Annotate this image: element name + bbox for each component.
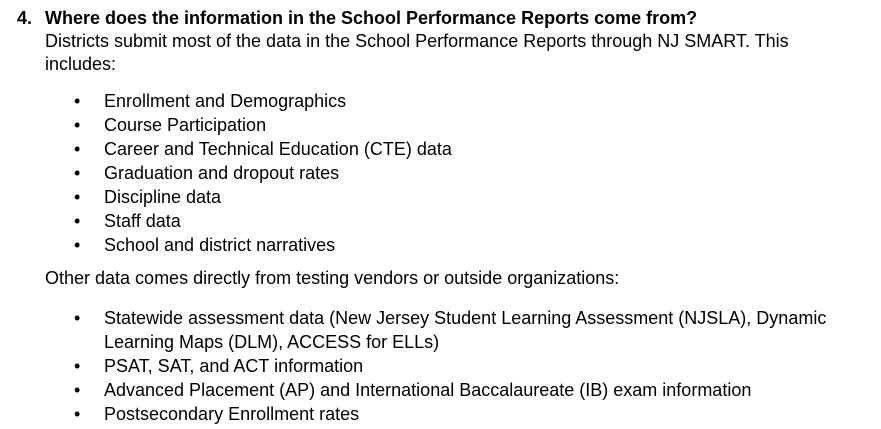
list-item <box>0 113 864 137</box>
question-title: Where does the information in the School Performance Reports come from? <box>45 8 698 28</box>
list-item-text: Enrollment and Demographics <box>104 91 347 111</box>
bullet-icon: • <box>74 356 81 376</box>
list-item <box>0 378 864 402</box>
list-item <box>0 306 864 354</box>
bullet-icon: • <box>74 115 81 135</box>
list-item-text: Career and Technical Education (CTE) data <box>104 139 452 159</box>
bullet-icon: • <box>74 163 81 183</box>
list-item <box>0 209 864 233</box>
list-item <box>0 185 864 209</box>
bullet-icon: • <box>74 235 81 255</box>
list-item-text: Graduation and dropout rates <box>104 163 340 183</box>
bullet-icon: • <box>74 308 81 328</box>
list-item-text: Postsecondary Enrollment rates <box>104 404 360 424</box>
list-item-text: Advanced Placement (AP) and International Baccalaureate (IB) exam information <box>104 380 752 400</box>
bullet-icon: • <box>74 91 81 111</box>
list-item-text: Discipline data <box>104 187 222 207</box>
bullet-icon: • <box>74 404 81 424</box>
other-sources-paragraph: Other data comes directly from testing vendors or outside organizations: <box>45 268 620 288</box>
list-item <box>0 233 864 257</box>
list-item <box>0 161 864 185</box>
bullet-icon: • <box>74 139 81 159</box>
source-list-districts <box>0 89 864 257</box>
bullet-icon: • <box>74 187 81 207</box>
list-item <box>0 137 864 161</box>
list-item-text: School and district narratives <box>104 235 336 255</box>
list-item-text: Staff data <box>104 211 181 231</box>
source-list-vendors <box>0 306 864 426</box>
list-item <box>0 89 864 113</box>
list-item-text: Course Participation <box>104 115 267 135</box>
list-item-text: PSAT, SAT, and ACT information <box>104 356 364 376</box>
question-number: 4. <box>17 8 33 28</box>
list-item <box>0 354 864 378</box>
list-item <box>0 402 864 426</box>
bullet-icon: • <box>74 211 81 231</box>
bullet-icon: • <box>74 380 81 400</box>
list-item-text: Statewide assessment data (New Jersey Student Learning Assessment (NJSLA), Dynamic Learning Maps (DLM), ACCESS for ELLs) <box>104 308 827 352</box>
intro-paragraph: Districts submit most of the data in the School Performance Reports through NJ SMART. This includes: <box>45 31 789 74</box>
